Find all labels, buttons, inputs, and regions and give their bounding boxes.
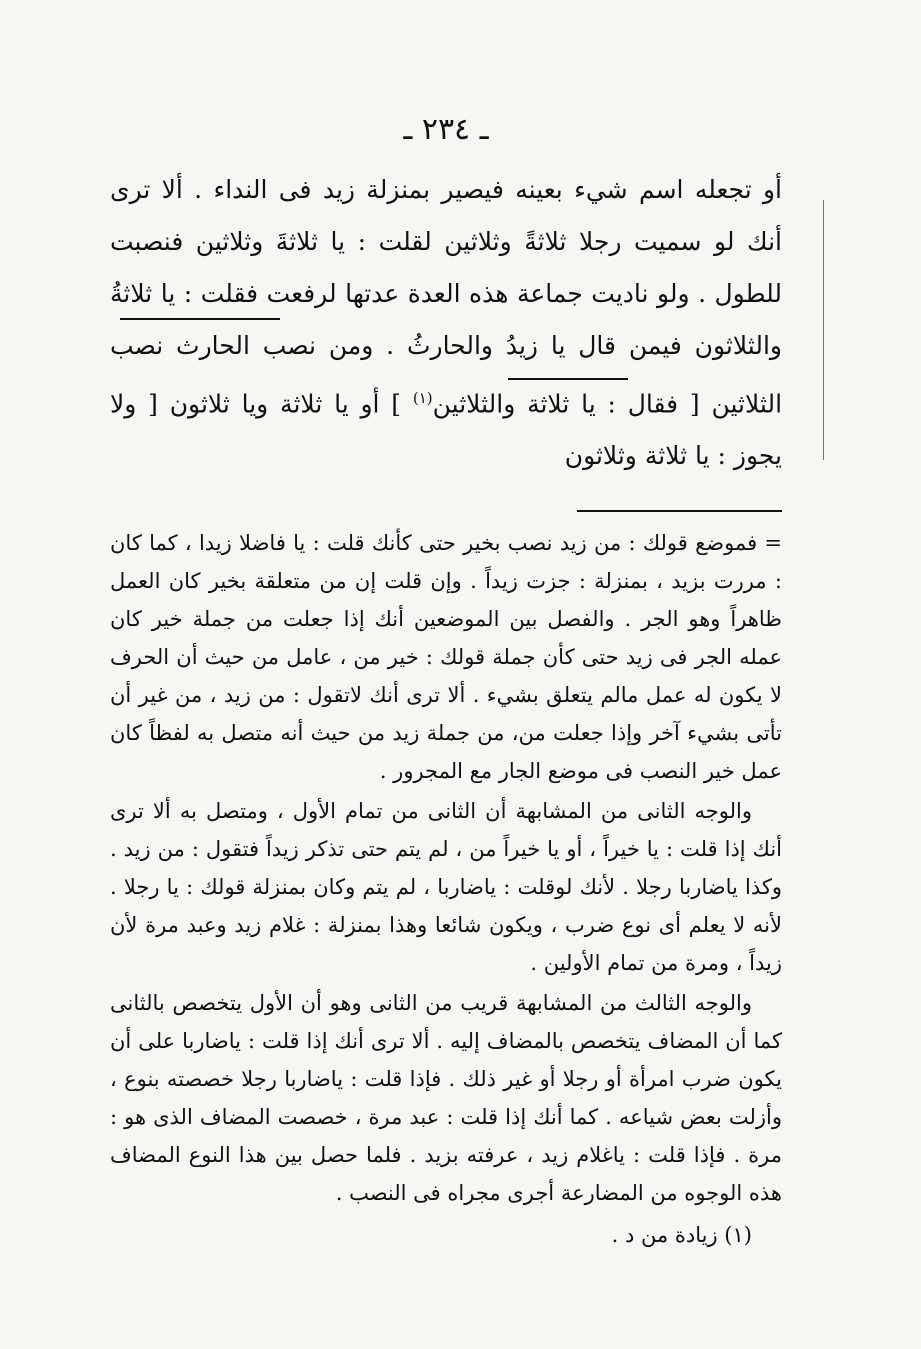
notes-section (110, 524, 782, 1212)
book-page (110, 110, 782, 1254)
main-text (110, 164, 782, 482)
note-paragraph: = فموضع قولك : من زيد نصب بخير حتى كأنك قلت : يا فاضلا زيدا ، كما كان : مررت بزيد ، بمنزلة : جزت زيداً . وإن قلت إن من متعلقة بخير كان العمل ظاهراً وهو الجر . والفصل بين الموضعين أنك إذا جعلت من جملة خير كان عمله الجر فى زيد حتى كأن جملة قولك : خير من ، عامل من حيث أن الحرف لا يكون له عمل مالم يتعلق بشيء . ألا ترى أنك لاتقول : من زيد ، من غير أن تأتى بشيء آخر وإذا جعلت من، من جملة زيد من حيث أنه متصل به لفظاً كان عمل خير النصب فى موضع الجار مع المجرور . (110, 531, 782, 784)
footnote-reference: (١) (412, 389, 433, 407)
main-text-part-2: ] أو يا ثلاثة ويا ثلاثون [ ولا يجوز : يا ثلاثة وثلاثون (110, 389, 782, 471)
underline-mark (120, 318, 280, 320)
footnote: (١) زيادة من د . (611, 1223, 752, 1248)
page-number: ـ ٢٣٤ ـ (403, 112, 489, 147)
margin-line (823, 200, 824, 460)
main-paragraph (110, 164, 782, 482)
note-paragraph: والوجه الثالث من المشابهة قريب من الثانى وهو أن الأول يتخصص بالثانى كما أن المضاف يتخصص بالمضاف إليه . ألا ترى أنك إذا قلت : ياضاربا على أن يكون ضرب امرأة أو رجلا أو غير ذلك . فإذا قلت : ياضاربا رجلا خصصته بنوع ، وأزلت بعض شياعه . كما أنك إذا قلت : عبد مرة ، خصصت المضاف الذى هو : مرة . فإذا قلت : ياغلام زيد ، عرفته بزيد . فلما حصل بين هذا النوع المضاف هذه الوجوه من المضارعة أجرى مجراه فى النصب . (110, 991, 782, 1206)
note-paragraph: والوجه الثانى من المشابهة أن الثانى من تمام الأول ، ومتصل به ألا ترى أنك إذا قلت : يا خيراً ، أو يا خيراً من ، لم يتم حتى تذكر زيداً فتقول : من زيد . وكذا ياضاربا رجلا . لأنك لوقلت : ياضاربا ، لم يتم وكان بمنزلة قولك : يا رجلا . لأنه لا يعلم أى نوع ضرب ، ويكون شائعا وهذا بمنزلة : غلام زيد وعبد مرة لأن زيداً ، ومرة من تمام الأولين . (110, 799, 782, 976)
footnote-separator (577, 510, 782, 512)
main-text-part-1: أو تجعله اسم شيء بعينه فيصير بمنزلة زيد فى النداء . ألا ترى أنك لو سميت رجلا ثلاثةً وثلاثين لقلت : يا ثلاثةَ وثلاثين فنصبت للطول . ولو ناديت جماعة هذه العدة عدتها لرفعت فقلت : يا ثلاثةُ والثلاثون فيمن قال يا زيدُ والحارثُ . ومن نصب الحارث نصب الثلاثين [ فقال : يا ثلاثة والثلاثين (110, 175, 783, 419)
underline-mark (508, 378, 628, 380)
